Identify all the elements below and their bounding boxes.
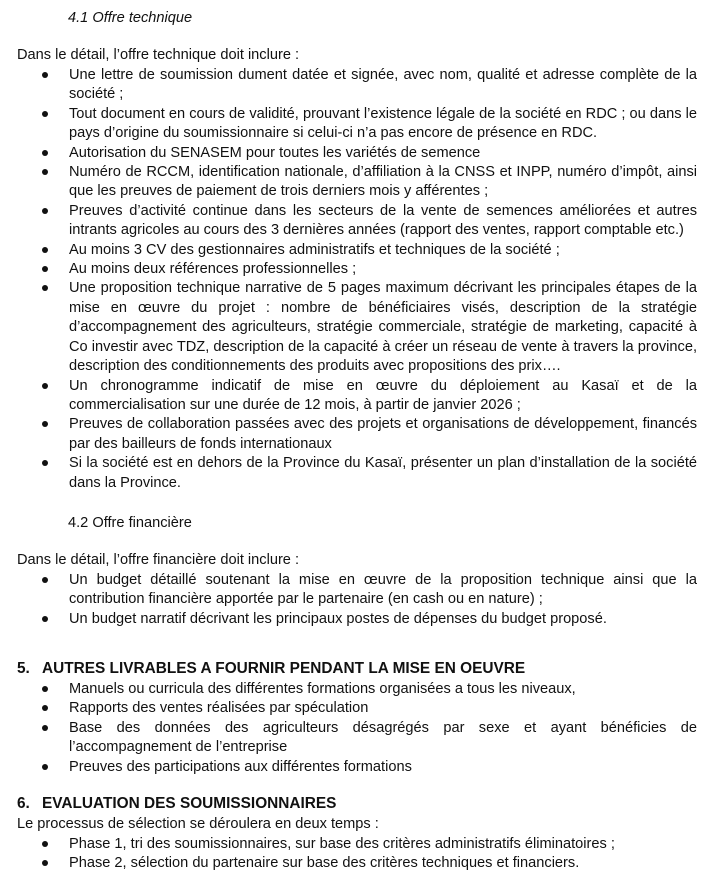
bullet-icon (42, 150, 48, 156)
bullet-icon (42, 266, 48, 272)
bullet-icon (42, 383, 48, 389)
list-item: Au moins 3 CV des gestionnaires administratifs et techniques de la société ; (0, 241, 697, 260)
bullet-icon (42, 111, 48, 117)
list-item: Preuves de collaboration passées avec des projets et organisations de développement, financés par des bailleurs de fonds internationaux (0, 415, 697, 454)
list-item: Preuves d’activité continue dans les secteurs de la vente de semences améliorées et autres intrants agricoles au cours des 3 dernières années (rapport des ventes, rapport comptable etc.) (0, 202, 697, 241)
bullet-icon (42, 72, 48, 78)
list-item: Une proposition technique narrative de 5 pages maximum décrivant les principales étapes de la mise en œuvre du projet : nombre de bénéficiaires visés, description de la stratégie d’accompagnement des agriculteurs, stratégie commerciale, stratégie de marketing, capacité à Co investir avec TDZ, description de la capacité à créer un réseau de vente à travers la province, description des conditionnements des produits avec propositions des prix…. (0, 279, 697, 376)
bullet-icon (42, 616, 48, 622)
bullet-icon (42, 860, 48, 866)
list-item: Au moins deux références professionnelles ; (0, 260, 697, 279)
section-number: 5. (17, 660, 30, 677)
list-item: Un budget narratif décrivant les principaux postes de dépenses du budget proposé. (0, 610, 697, 629)
bullet-icon (42, 841, 48, 847)
section-heading: EVALUATION DES SOUMISSIONNAIRES (42, 795, 337, 812)
bullet-icon (42, 208, 48, 214)
bullet-icon (42, 725, 48, 731)
bullet-icon (42, 764, 48, 770)
section-heading: AUTRES LIVRABLES A FOURNIR PENDANT LA MISE EN OEUVRE (42, 660, 526, 677)
list-item: Rapports des ventes réalisées par spéculation (0, 699, 697, 718)
bullet-icon (42, 686, 48, 692)
subsection-title-4-2: 4.2 Offre financière (68, 515, 192, 531)
list-item: Phase 2, sélection du partenaire sur base des critères techniques et financiers. (0, 854, 697, 873)
list-item: Base des données des agriculteurs désagrégés par sexe et ayant bénéficies de l’accompagnement de l’entreprise (0, 719, 697, 758)
section-number: 6. (17, 795, 30, 812)
list-item: Preuves des participations aux différentes formations (0, 758, 697, 777)
list-item: Autorisation du SENASEM pour toutes les variétés de semence (0, 144, 697, 163)
list-item: Un chronogramme indicatif de mise en œuvre du déploiement au Kasaï et de la commercialisation sur une durée de 12 mois, à partir de janvier 2026 ; (0, 377, 697, 416)
list-evaluation (0, 835, 697, 874)
bullet-icon (42, 577, 48, 583)
intro-4-2: Dans le détail, l’offre financière doit inclure : (17, 552, 300, 568)
section-title-6 (17, 794, 336, 813)
bullet-icon (42, 169, 48, 175)
list-offre-technique (0, 66, 697, 493)
bullet-icon (42, 247, 48, 253)
list-offre-financiere (0, 571, 697, 629)
list-item: Si la société est en dehors de la Province du Kasaï, présenter un plan d’installation de la société dans la Province. (0, 454, 697, 493)
list-item: Phase 1, tri des soumissionnaires, sur base des critères administratifs éliminatoires ; (0, 835, 697, 854)
list-item: Un budget détaillé soutenant la mise en œuvre de la proposition technique ainsi que la contribution financière apportée par le partenaire (en cash ou en nature) ; (0, 571, 697, 610)
list-item: Une lettre de soumission dument datée et signée, avec nom, qualité et adresse complète de la société ; (0, 66, 697, 105)
section-title-5 (17, 659, 525, 678)
list-item: Manuels ou curricula des différentes formations organisées a tous les niveaux, (0, 680, 697, 699)
bullet-icon (42, 285, 48, 291)
intro-6: Le processus de sélection se déroulera en deux temps : (17, 816, 379, 832)
list-autres-livrables (0, 680, 697, 777)
subsection-title-4-1: 4.1 Offre technique (68, 10, 193, 26)
bullet-icon (42, 460, 48, 466)
bullet-icon (42, 705, 48, 711)
bullet-icon (42, 421, 48, 427)
intro-4-1: Dans le détail, l’offre technique doit inclure : (17, 47, 300, 63)
list-item: Tout document en cours de validité, prouvant l’existence légale de la société en RDC ; ou dans le pays d’origine du soumissionnaire si celui-ci n’a pas encore de présence en RDC. (0, 105, 697, 144)
list-item: Numéro de RCCM, identification nationale, d’affiliation à la CNSS et INPP, numéro d’impôt, ainsi que les preuves de paiement de trois derniers mois y afférentes ; (0, 163, 697, 202)
